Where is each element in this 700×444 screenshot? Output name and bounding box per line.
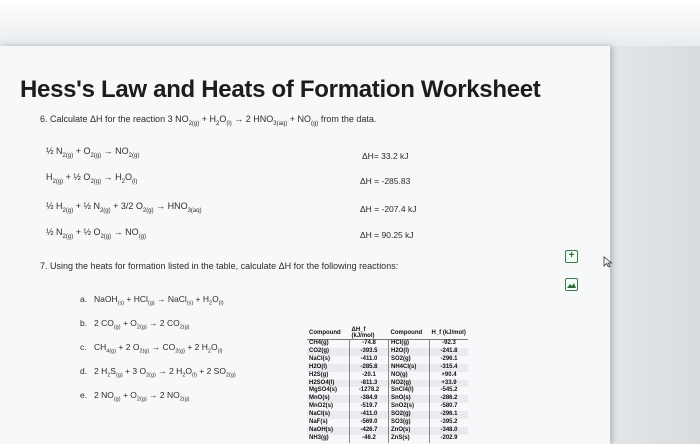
table-cell: -569.0: [350, 419, 389, 427]
table-cell: NO2(g): [389, 380, 430, 388]
table-cell: -285.8: [350, 364, 389, 372]
table-cell: NO(g): [389, 372, 430, 380]
table-cell: ZnS(s): [389, 435, 430, 443]
table-cell: -296.1: [430, 411, 469, 419]
table-row: [307, 435, 468, 443]
add-icon[interactable]: +: [565, 250, 578, 263]
table-cell: -241.8: [430, 348, 469, 356]
table-cell: ZnO(s): [389, 427, 430, 435]
table-header: H_f (kJ/mol): [430, 327, 469, 340]
table-cell: +33.9: [430, 380, 469, 388]
table-row: [307, 411, 468, 419]
table-header: ΔH_f (kJ/mol): [350, 327, 389, 340]
table-cell: -519.7: [350, 403, 389, 411]
worksheet-page: [0, 46, 610, 444]
table-row: [307, 403, 468, 411]
table-cell: -74.8: [350, 340, 389, 348]
table-cell: NH4Cl(s): [389, 364, 430, 372]
right-background: [610, 46, 700, 444]
cursor-icon: [603, 256, 613, 268]
table-cell: -92.3: [442, 340, 456, 346]
table-cell: -296.1: [440, 355, 458, 362]
table-cell: MnO(s): [307, 395, 350, 403]
q7-reaction-b: b. 2 $CO_{(g)} + O_{2(g)} \to 2$ $CO_{2(g)}$: [80, 318, 190, 331]
table-cell: NaCl(s): [307, 356, 350, 364]
q7-reaction-a: a. NaOH$_{(s)}$ + HCl$_{(g)}$ → NaCl$_{(s)}$ + $H_2O_{(l)}$: [80, 294, 224, 307]
table-cell: -202.9: [440, 434, 458, 441]
q7-reaction-c: c. $CH_{4(g)} + 2$ $O_{2(g)} \to CO_{2(g)} + 2$ $H_2O_{(l)}$: [80, 342, 223, 355]
q6-reaction-3: ½ $H_{2(g)}$ + ½ $N_{2(g)} + 3/2$ $O_{2(g)} \to HNO_{3(aq)}$: [46, 201, 202, 214]
table-row: [307, 380, 468, 388]
table-cell: NaCl(s): [307, 411, 350, 419]
q6-reaction-2: $H_{2(g)}$ + ½ $O_{2(g)} \to H_2O_{(l)}$: [46, 172, 138, 185]
table-cell: SnO2(s): [389, 403, 430, 411]
table-cell: SO2(g): [389, 411, 430, 419]
table-cell: CO2(g): [307, 348, 350, 356]
q6-dh-3: ΔH = -207.4 kJ: [360, 204, 417, 214]
table-cell: -580.7: [440, 403, 458, 410]
table-cell: SO2(g): [389, 356, 430, 364]
heats-of-formation-table: [307, 327, 468, 443]
table-cell: MgSO4(s): [307, 387, 350, 395]
q6-prompt: 6. Calculate ΔH for the reaction 3 $NO_{2(g)} + H_2O_{(l)} \to 2$ $HNO_{3(aq)} + NO_{(g)}$ from the data.: [40, 114, 377, 127]
table-cell: -395.2: [440, 419, 458, 426]
table-cell: NaF(s): [307, 419, 350, 427]
table-cell: MnO2(s): [307, 403, 350, 411]
table-row: [307, 356, 468, 364]
table-cell: -545.2: [440, 387, 458, 394]
table-cell: -411.0: [350, 356, 389, 364]
table-row: [307, 348, 468, 356]
top-strip: [0, 0, 700, 46]
table-cell: SnCl4(l): [389, 387, 430, 395]
image-icon-glyph: [566, 279, 577, 290]
page-title: Hess's Law and Heats of Formation Worksheet: [20, 76, 541, 103]
table-cell: -426.7: [350, 427, 389, 435]
table-header: Compound: [307, 327, 350, 340]
table-cell: -46.2: [350, 435, 389, 443]
table-row: [307, 387, 468, 395]
table-cell: -315.4: [430, 364, 469, 372]
table-cell: -411.0: [350, 411, 389, 419]
table-row: [307, 427, 468, 435]
table-cell: H2O(l): [307, 364, 350, 372]
q6-reaction-4: ½ $N_{2(g)}$ + ½ $O_{2(g)} \to NO_{(g)}$: [46, 227, 146, 240]
table-cell: H2O(l): [389, 348, 430, 356]
table-cell: SnO(s): [389, 395, 430, 403]
q7-reaction-e: e. 2 $NO_{(g)} + O_{2(g)} \to 2$ $NO_{2(g)}$: [80, 390, 190, 403]
table-cell: -20.1: [350, 372, 389, 380]
table-row: [307, 395, 468, 403]
table-cell: CH4(g): [307, 340, 350, 348]
q6-dh-2: ΔH = -285.83: [360, 176, 411, 186]
table-cell: -393.5: [350, 348, 389, 356]
table-body: [307, 340, 468, 443]
image-icon[interactable]: [565, 278, 578, 291]
table-row: [307, 364, 468, 372]
table-cell: H2SO4(l): [307, 380, 350, 388]
table-row: [307, 340, 468, 348]
q6-reaction-1: ½ $N_{2(g)} + O_{2(g)} \to NO_{2(g)}$: [46, 146, 140, 159]
table-cell: -348.0: [430, 427, 469, 435]
table-cell: HCl(g): [389, 340, 430, 348]
table-cell: NH3(g): [307, 435, 350, 443]
table-cell: NaOH(s): [307, 427, 350, 435]
table-cell: -1278.2: [350, 387, 389, 395]
table-cell: -286.2: [430, 395, 469, 403]
table-cell: -384.9: [350, 395, 389, 403]
q7-reaction-d: d. 2 $H_2S_{(g)} + 3$ $O_{2(g)} \to 2$ $H_2O_{(l)} + 2$ $SO_{2(g)}$: [80, 366, 236, 379]
q7-prompt: 7. Using the heats for formation listed in the table, calculate ΔH for the following reactions:: [40, 261, 399, 271]
q6-dh-1: ΔH= 33.2 kJ: [362, 151, 409, 161]
table-cell: -811.3: [350, 380, 389, 388]
q6-dh-4: ΔH = 90.25 kJ: [360, 230, 414, 240]
table-cell: H2S(g): [307, 372, 350, 380]
table-header-row: [307, 327, 468, 340]
table-row: [307, 419, 468, 427]
table-row: [307, 372, 468, 380]
table-cell: SO3(g): [389, 419, 430, 427]
table-header: Compound: [389, 327, 430, 340]
table-cell: +90.4: [441, 371, 457, 378]
